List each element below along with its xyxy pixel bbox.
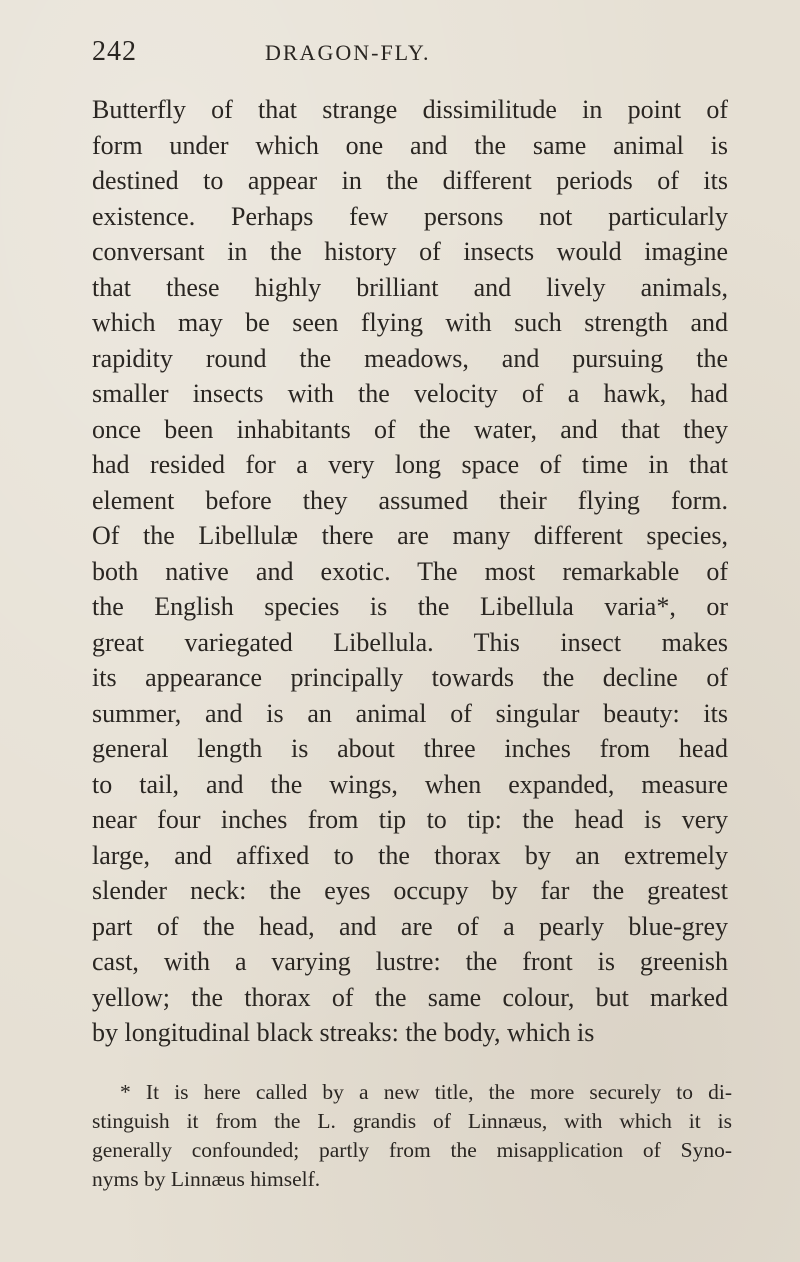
body-line: part of the head, and are of a pearly blue-grey — [92, 911, 728, 941]
page-number: 242 — [92, 36, 137, 67]
footnote-line: stinguish it from the L. grandis of Linnæus, with which it is — [92, 1109, 732, 1133]
body-line: both native and exotic. The most remarkable of — [92, 556, 728, 586]
footnote-line: nyms by Linnæus himself. — [92, 1167, 321, 1191]
body-line: general length is about three inches from head — [92, 734, 728, 763]
body-line: great variegated Libellula. This insect makes — [92, 627, 728, 657]
footnote — [92, 1078, 732, 1194]
body-line: large, and affixed to the thorax by an extremely — [92, 840, 728, 870]
footnote-line: generally confounded; partly from the misapplication of Syno- — [92, 1138, 732, 1162]
body-line: that these highly brilliant and lively animals, — [92, 272, 728, 302]
body-line: yellow; the thorax of the same colour, but marked — [92, 982, 728, 1012]
body-line: once been inhabitants of the water, and that they — [92, 414, 728, 444]
body-line: destined to appear in the different periods of its — [92, 166, 728, 195]
body-line: smaller insects with the velocity of a hawk, had — [92, 379, 728, 408]
body-line: near four inches from tip to tip: the head is very — [92, 805, 728, 834]
body-line: conversant in the history of insects would imagine — [92, 237, 728, 266]
body-line: Of the Libellulæ there are many different species, — [92, 521, 728, 550]
body-line: its appearance principally towards the decline of — [92, 663, 728, 692]
body-line: element before they assumed their flying form. — [92, 485, 728, 515]
body-line: cast, with a varying lustre: the front is greenish — [92, 947, 728, 976]
body-line: the English species is the Libellula varia*, or — [92, 592, 728, 621]
body-line: form under which one and the same animal is — [92, 130, 728, 160]
body-line: to tail, and the wings, when expanded, measure — [92, 769, 728, 799]
body-line: summer, and is an animal of singular beauty: its — [92, 698, 728, 728]
body-line: Butterfly of that strange dissimilitude in point of — [92, 95, 728, 124]
body-line: existence. Perhaps few persons not particularly — [92, 201, 728, 231]
body-text — [92, 92, 728, 1051]
body-line: slender neck: the eyes occupy by far the greatest — [92, 876, 728, 905]
footnote-line: * It is here called by a new title, the more securely to di- — [120, 1080, 732, 1104]
running-head — [92, 36, 732, 76]
body-line: rapidity round the meadows, and pursuing the — [92, 343, 728, 373]
body-line: by longitudinal black streaks: the body, which is — [92, 1018, 595, 1047]
body-line: which may be seen flying with such strength and — [92, 308, 728, 337]
body-line: had resided for a very long space of time in that — [92, 450, 728, 479]
running-title: DRAGON-FLY. — [265, 40, 431, 65]
